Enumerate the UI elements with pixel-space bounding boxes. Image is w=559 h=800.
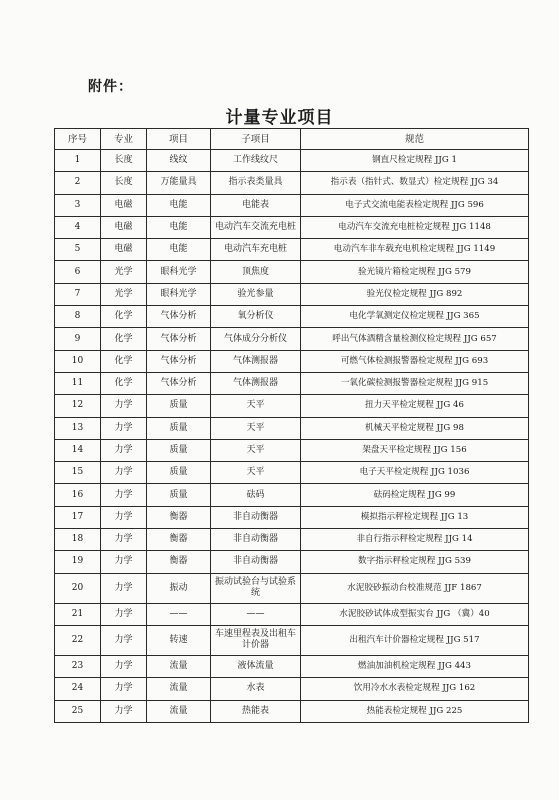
cell-seq: 16 xyxy=(55,484,101,506)
cell-project: 衡器 xyxy=(147,506,211,528)
table-row xyxy=(55,551,529,573)
cell-specification: 电化学氧测定仪检定规程 JJG 365 xyxy=(301,306,529,328)
table-row xyxy=(55,529,529,551)
cell-major: 光学 xyxy=(101,283,147,305)
cell-project: 衡器 xyxy=(147,529,211,551)
cell-subproject: 天平 xyxy=(211,462,301,484)
table-row xyxy=(55,439,529,461)
cell-specification: 数字指示秤检定规程 JJG 539 xyxy=(301,551,529,573)
cell-subproject: 非自动衡器 xyxy=(211,551,301,573)
cell-specification: 钢直尺检定规程 JJG 1 xyxy=(301,150,529,172)
cell-seq: 5 xyxy=(55,239,101,261)
metrology-table xyxy=(54,128,529,723)
cell-major: 力学 xyxy=(101,462,147,484)
cell-seq: 23 xyxy=(55,655,101,677)
table-row xyxy=(55,506,529,528)
cell-seq: 10 xyxy=(55,350,101,372)
cell-specification: 呼出气体酒精含量检测仪检定规程 JJG 657 xyxy=(301,328,529,350)
cell-specification: 机械天平检定规程 JJG 98 xyxy=(301,417,529,439)
cell-specification: 验光仪检定规程 JJG 892 xyxy=(301,283,529,305)
cell-subproject: 验光参量 xyxy=(211,283,301,305)
cell-seq: 9 xyxy=(55,328,101,350)
cell-major: 化学 xyxy=(101,328,147,350)
cell-specification: 热能表检定规程 JJG 225 xyxy=(301,700,529,722)
cell-seq: 18 xyxy=(55,529,101,551)
cell-specification: 电子天平检定规程 JJG 1036 xyxy=(301,462,529,484)
table-row xyxy=(55,350,529,372)
cell-project: 电能 xyxy=(147,194,211,216)
cell-project: —— xyxy=(147,603,211,625)
cell-major: 电磁 xyxy=(101,216,147,238)
cell-specification: 水泥胶砂振动台校准规范 JJF 1867 xyxy=(301,573,529,603)
cell-major: 力学 xyxy=(101,655,147,677)
cell-subproject: 砝码 xyxy=(211,484,301,506)
cell-project: 电能 xyxy=(147,239,211,261)
cell-specification: 模拟指示秤检定规程 JJG 13 xyxy=(301,506,529,528)
cell-subproject: 指示表类量具 xyxy=(211,172,301,194)
cell-specification: 电动汽车非车载充电机检定规程 JJG 1149 xyxy=(301,239,529,261)
cell-major: 电磁 xyxy=(101,239,147,261)
cell-specification: 出租汽车计价器检定规程 JJG 517 xyxy=(301,625,529,655)
table-row xyxy=(55,573,529,603)
cell-major: 化学 xyxy=(101,306,147,328)
cell-major: 力学 xyxy=(101,700,147,722)
cell-subproject: 车速里程表及出租车计价器 xyxy=(211,625,301,655)
cell-major: 力学 xyxy=(101,395,147,417)
table-row xyxy=(55,306,529,328)
cell-subproject: 天平 xyxy=(211,395,301,417)
cell-project: 质量 xyxy=(147,462,211,484)
header-major: 专业 xyxy=(101,129,147,150)
cell-major: 光学 xyxy=(101,261,147,283)
cell-specification: 非自行指示秤检定规程 JJG 14 xyxy=(301,529,529,551)
cell-subproject: 电能表 xyxy=(211,194,301,216)
cell-project: 电能 xyxy=(147,216,211,238)
cell-project: 振动 xyxy=(147,573,211,603)
header-project: 项目 xyxy=(147,129,211,150)
cell-major: 力学 xyxy=(101,573,147,603)
cell-project: 气体分析 xyxy=(147,306,211,328)
cell-seq: 20 xyxy=(55,573,101,603)
cell-seq: 11 xyxy=(55,372,101,394)
cell-project: 气体分析 xyxy=(147,350,211,372)
cell-specification: 一氧化碳检测报警器检定规程 JJG 915 xyxy=(301,372,529,394)
table-row xyxy=(55,395,529,417)
header-specification: 规范 xyxy=(301,129,529,150)
page-title: 计量专业项目 xyxy=(225,108,334,128)
cell-project: 流量 xyxy=(147,678,211,700)
cell-specification: 可燃气体检测报警器检定规程 JJG 693 xyxy=(301,350,529,372)
cell-seq: 7 xyxy=(55,283,101,305)
cell-specification: 燃油加油机检定规程 JJG 443 xyxy=(301,655,529,677)
cell-seq: 1 xyxy=(55,150,101,172)
header-subproject: 子项目 xyxy=(211,129,301,150)
cell-specification: 水泥胶砂试体成型振实台 JJG （冀）40 xyxy=(301,603,529,625)
cell-specification: 验光镜片箱检定规程 JJG 579 xyxy=(301,261,529,283)
cell-project: 气体分析 xyxy=(147,328,211,350)
table-row xyxy=(55,700,529,722)
cell-project: 质量 xyxy=(147,484,211,506)
cell-seq: 3 xyxy=(55,194,101,216)
cell-specification: 砝码检定规程 JJG 99 xyxy=(301,484,529,506)
cell-subproject: 振动试验台与试验系统 xyxy=(211,573,301,603)
cell-seq: 24 xyxy=(55,678,101,700)
table-row xyxy=(55,172,529,194)
cell-specification: 架盘天平检定规程 JJG 156 xyxy=(301,439,529,461)
cell-specification: 电子式交流电能表检定规程 JJG 596 xyxy=(301,194,529,216)
table-row xyxy=(55,462,529,484)
cell-seq: 15 xyxy=(55,462,101,484)
cell-project: 万能量具 xyxy=(147,172,211,194)
cell-subproject: 液体流量 xyxy=(211,655,301,677)
cell-subproject: 热能表 xyxy=(211,700,301,722)
table-row xyxy=(55,216,529,238)
cell-major: 力学 xyxy=(101,603,147,625)
cell-subproject: 气体成分分析仪 xyxy=(211,328,301,350)
cell-major: 力学 xyxy=(101,551,147,573)
cell-specification: 饮用冷水水表检定规程 JJG 162 xyxy=(301,678,529,700)
cell-major: 力学 xyxy=(101,529,147,551)
cell-major: 长度 xyxy=(101,172,147,194)
cell-major: 力学 xyxy=(101,484,147,506)
cell-subproject: 电动汽车充电桩 xyxy=(211,239,301,261)
cell-major: 力学 xyxy=(101,439,147,461)
cell-project: 质量 xyxy=(147,395,211,417)
cell-project: 眼科光学 xyxy=(147,283,211,305)
table-row xyxy=(55,150,529,172)
cell-seq: 6 xyxy=(55,261,101,283)
table-row xyxy=(55,655,529,677)
cell-seq: 14 xyxy=(55,439,101,461)
cell-seq: 12 xyxy=(55,395,101,417)
cell-subproject: 电动汽车交流充电桩 xyxy=(211,216,301,238)
cell-subproject: 非自动衡器 xyxy=(211,529,301,551)
cell-seq: 17 xyxy=(55,506,101,528)
table-row xyxy=(55,625,529,655)
cell-project: 流量 xyxy=(147,700,211,722)
table-row xyxy=(55,678,529,700)
cell-project: 质量 xyxy=(147,439,211,461)
cell-major: 力学 xyxy=(101,625,147,655)
table-row xyxy=(55,603,529,625)
table-row xyxy=(55,328,529,350)
table-row xyxy=(55,261,529,283)
cell-major: 长度 xyxy=(101,150,147,172)
table-row xyxy=(55,239,529,261)
cell-seq: 4 xyxy=(55,216,101,238)
cell-subproject: 水表 xyxy=(211,678,301,700)
table-header-row xyxy=(55,129,529,150)
table-row xyxy=(55,484,529,506)
cell-subproject: 气体测报器 xyxy=(211,350,301,372)
cell-subproject: 气体测报器 xyxy=(211,372,301,394)
cell-subproject: —— xyxy=(211,603,301,625)
cell-seq: 22 xyxy=(55,625,101,655)
table-row xyxy=(55,372,529,394)
cell-project: 眼科光学 xyxy=(147,261,211,283)
cell-project: 气体分析 xyxy=(147,372,211,394)
table-body xyxy=(55,150,529,723)
table-row xyxy=(55,283,529,305)
cell-project: 质量 xyxy=(147,417,211,439)
cell-specification: 电动汽车交流充电桩检定规程 JJG 1148 xyxy=(301,216,529,238)
table-row xyxy=(55,417,529,439)
cell-seq: 25 xyxy=(55,700,101,722)
cell-seq: 8 xyxy=(55,306,101,328)
cell-subproject: 工作线纹尺 xyxy=(211,150,301,172)
cell-project: 流量 xyxy=(147,655,211,677)
cell-major: 化学 xyxy=(101,350,147,372)
cell-major: 力学 xyxy=(101,417,147,439)
cell-major: 力学 xyxy=(101,506,147,528)
cell-project: 转速 xyxy=(147,625,211,655)
header-seq: 序号 xyxy=(55,129,101,150)
cell-subproject: 天平 xyxy=(211,417,301,439)
cell-seq: 21 xyxy=(55,603,101,625)
cell-subproject: 氧分析仪 xyxy=(211,306,301,328)
cell-seq: 19 xyxy=(55,551,101,573)
cell-subproject: 顶焦度 xyxy=(211,261,301,283)
table-row xyxy=(55,194,529,216)
cell-major: 力学 xyxy=(101,678,147,700)
cell-major: 电磁 xyxy=(101,194,147,216)
cell-major: 化学 xyxy=(101,372,147,394)
cell-subproject: 天平 xyxy=(211,439,301,461)
cell-project: 线纹 xyxy=(147,150,211,172)
cell-seq: 13 xyxy=(55,417,101,439)
cell-specification: 指示表（指针式、数显式）检定规程 JJG 34 xyxy=(301,172,529,194)
cell-seq: 2 xyxy=(55,172,101,194)
cell-specification: 扭力天平检定规程 JJG 46 xyxy=(301,395,529,417)
attachment-label: 附件： xyxy=(88,79,133,95)
cell-subproject: 非自动衡器 xyxy=(211,506,301,528)
cell-project: 衡器 xyxy=(147,551,211,573)
